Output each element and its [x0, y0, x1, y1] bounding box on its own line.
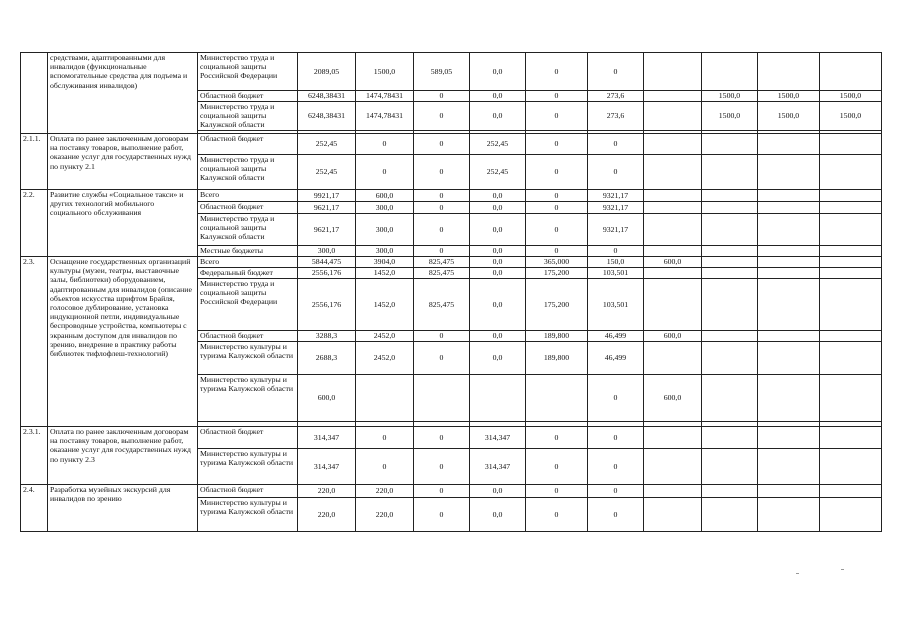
amount-cell — [644, 190, 702, 202]
funding-source: Всего — [198, 257, 298, 268]
amount-cell: 0 — [526, 190, 588, 202]
amount-cell: 175,200 — [526, 268, 588, 279]
amount-cell — [702, 279, 758, 331]
amount-cell: 2688,3 — [298, 342, 356, 375]
amount-cell: 0 — [414, 91, 470, 102]
amount-cell: 1500,0 — [820, 102, 882, 131]
item-code: 2.3.1. — [21, 427, 48, 485]
amount-cell: 0 — [414, 214, 470, 246]
amount-cell: 0 — [414, 342, 470, 375]
amount-cell — [820, 342, 882, 375]
amount-cell: 600,0 — [644, 257, 702, 268]
funding-source: Министерство труда и социальной защиты Российской Федерации — [198, 279, 298, 331]
amount-cell: 189,800 — [526, 342, 588, 375]
amount-cell: 150,0 — [588, 257, 644, 268]
amount-cell: 103,501 — [588, 279, 644, 331]
amount-cell: 9321,17 — [588, 202, 644, 214]
amount-cell — [644, 91, 702, 102]
item-description: Оплата по ранее заключенным договорам на поставку товаров, выполнение работ, оказание услуг для государственных нужд по пункту 2.1 — [48, 134, 198, 190]
amount-cell — [702, 485, 758, 498]
amount-cell — [702, 331, 758, 342]
amount-cell: 0,0 — [470, 342, 526, 375]
amount-cell — [758, 155, 820, 190]
amount-cell — [758, 214, 820, 246]
budget-table-container — [20, 52, 882, 532]
item-code: 2.4. — [21, 485, 48, 532]
amount-cell — [702, 53, 758, 91]
amount-cell: 825,475 — [414, 279, 470, 331]
amount-cell: 300,0 — [298, 246, 356, 257]
amount-cell: 273,6 — [588, 91, 644, 102]
table-row — [21, 53, 882, 91]
amount-cell — [644, 214, 702, 246]
funding-source: Областной бюджет — [198, 91, 298, 102]
amount-cell — [820, 246, 882, 257]
amount-cell: 1500,0 — [356, 53, 414, 91]
amount-cell: 273,6 — [588, 102, 644, 131]
amount-cell — [644, 268, 702, 279]
amount-cell — [820, 53, 882, 91]
amount-cell — [702, 449, 758, 485]
amount-cell: 0 — [588, 246, 644, 257]
amount-cell: 220,0 — [356, 485, 414, 498]
item-description: Оснащение государственных организаций культуры (музеи, театры, выставочные залы, библиотеки) оборудованием, адаптированным для инвалидов (описание объектов искусства шрифтом Брайля, голосовое дублирование, установка индукционной петли, индивидуальные беспроводные устройства, компьютеры с экранным доступом для инвалидов по зрению, внедрение в практику работы библиотек тифлофлеш-технологий) — [48, 257, 198, 427]
amount-cell: 0 — [588, 485, 644, 498]
amount-cell: 0 — [588, 53, 644, 91]
amount-cell: 0,0 — [470, 331, 526, 342]
amount-cell: 0 — [526, 246, 588, 257]
amount-cell — [820, 331, 882, 342]
amount-cell: 3904,0 — [356, 257, 414, 268]
amount-cell: 252,45 — [470, 155, 526, 190]
funding-source: Министерство культуры и туризма Калужской области — [198, 449, 298, 485]
funding-source: Министерство труда и социальной защиты Калужской области — [198, 102, 298, 131]
amount-cell — [758, 134, 820, 155]
funding-source: Федеральный бюджет — [198, 268, 298, 279]
amount-cell: 2556,176 — [298, 279, 356, 331]
amount-cell: 2089,05 — [298, 53, 356, 91]
amount-cell: 0,0 — [470, 268, 526, 279]
amount-cell: 6248,38431 — [298, 91, 356, 102]
funding-source: Всего — [198, 190, 298, 202]
amount-cell: 600,0 — [644, 331, 702, 342]
item-code: 2.1.1. — [21, 134, 48, 190]
amount-cell: 1500,0 — [758, 102, 820, 131]
amount-cell — [702, 246, 758, 257]
amount-cell: 0 — [414, 485, 470, 498]
funding-source: Областной бюджет — [198, 427, 298, 449]
amount-cell — [470, 375, 526, 422]
amount-cell — [702, 375, 758, 422]
amount-cell: 3288,3 — [298, 331, 356, 342]
amount-cell: 0 — [526, 485, 588, 498]
amount-cell: 600,0 — [356, 190, 414, 202]
amount-cell — [702, 214, 758, 246]
budget-table — [20, 52, 882, 532]
funding-source: Министерство труда и социальной защиты Калужской области — [198, 214, 298, 246]
amount-cell — [644, 134, 702, 155]
amount-cell: 0 — [414, 102, 470, 131]
amount-cell: 6248,38431 — [298, 102, 356, 131]
amount-cell: 0 — [526, 498, 588, 532]
amount-cell — [702, 268, 758, 279]
amount-cell — [820, 279, 882, 331]
amount-cell — [644, 202, 702, 214]
amount-cell: 300,0 — [356, 246, 414, 257]
amount-cell — [758, 449, 820, 485]
amount-cell — [758, 498, 820, 532]
amount-cell: 0 — [526, 214, 588, 246]
funding-source: Министерство труда и социальной защиты Калужской области — [198, 155, 298, 190]
amount-cell — [702, 202, 758, 214]
amount-cell — [758, 427, 820, 449]
amount-cell — [820, 485, 882, 498]
amount-cell: 0,0 — [470, 279, 526, 331]
amount-cell — [820, 375, 882, 422]
amount-cell: 5844,475 — [298, 257, 356, 268]
amount-cell — [820, 190, 882, 202]
amount-cell: 1452,0 — [356, 268, 414, 279]
amount-cell — [702, 134, 758, 155]
amount-cell: 0,0 — [470, 246, 526, 257]
amount-cell: 300,0 — [356, 202, 414, 214]
amount-cell — [644, 155, 702, 190]
amount-cell: 0 — [526, 202, 588, 214]
scan-speck — [841, 569, 844, 570]
funding-source: Министерство культуры и туризма Калужской области — [198, 342, 298, 375]
amount-cell: 0,0 — [470, 91, 526, 102]
item-description: средствами, адаптированными для инвалидов (функциональные вспомогательные средства для подъема и обслуживания инвалидов) — [48, 53, 198, 134]
amount-cell: 1452,0 — [356, 279, 414, 331]
amount-cell: 2452,0 — [356, 331, 414, 342]
amount-cell: 0 — [356, 427, 414, 449]
amount-cell — [644, 449, 702, 485]
amount-cell: 220,0 — [298, 485, 356, 498]
amount-cell — [356, 375, 414, 422]
amount-cell — [702, 342, 758, 375]
amount-cell: 0 — [526, 155, 588, 190]
amount-cell — [820, 449, 882, 485]
table-row — [21, 257, 882, 268]
amount-cell: 0 — [414, 155, 470, 190]
amount-cell: 1500,0 — [702, 102, 758, 131]
amount-cell — [644, 53, 702, 91]
table-row — [21, 427, 882, 449]
amount-cell — [758, 202, 820, 214]
amount-cell: 0 — [588, 134, 644, 155]
amount-cell — [644, 102, 702, 131]
amount-cell: 0 — [526, 91, 588, 102]
amount-cell: 0 — [526, 427, 588, 449]
amount-cell — [644, 498, 702, 532]
amount-cell: 0 — [526, 53, 588, 91]
amount-cell: 0 — [414, 331, 470, 342]
amount-cell — [758, 375, 820, 422]
amount-cell: 1474,78431 — [356, 102, 414, 131]
amount-cell: 9921,17 — [298, 190, 356, 202]
amount-cell: 0,0 — [470, 257, 526, 268]
amount-cell: 0,0 — [470, 190, 526, 202]
amount-cell: 0,0 — [470, 102, 526, 131]
amount-cell — [758, 257, 820, 268]
amount-cell: 220,0 — [298, 498, 356, 532]
amount-cell — [820, 268, 882, 279]
amount-cell: 9321,17 — [588, 214, 644, 246]
amount-cell: 9621,17 — [298, 214, 356, 246]
amount-cell: 0 — [588, 155, 644, 190]
amount-cell — [758, 190, 820, 202]
amount-cell: 0 — [414, 246, 470, 257]
amount-cell: 600,0 — [298, 375, 356, 422]
funding-source: Областной бюджет — [198, 134, 298, 155]
item-code: 2.3. — [21, 257, 48, 427]
amount-cell — [758, 331, 820, 342]
amount-cell: 600,0 — [644, 375, 702, 422]
amount-cell: 0 — [588, 449, 644, 485]
amount-cell: 0 — [414, 190, 470, 202]
amount-cell: 365,000 — [526, 257, 588, 268]
amount-cell: 0,0 — [470, 53, 526, 91]
amount-cell: 0 — [414, 449, 470, 485]
amount-cell — [758, 268, 820, 279]
amount-cell: 0 — [414, 202, 470, 214]
amount-cell — [758, 53, 820, 91]
amount-cell: 825,475 — [414, 268, 470, 279]
amount-cell: 0 — [588, 375, 644, 422]
amount-cell — [644, 485, 702, 498]
amount-cell — [820, 134, 882, 155]
amount-cell — [702, 190, 758, 202]
amount-cell — [644, 246, 702, 257]
amount-cell: 2556,176 — [298, 268, 356, 279]
amount-cell: 252,45 — [298, 134, 356, 155]
amount-cell — [820, 257, 882, 268]
amount-cell: 0 — [526, 134, 588, 155]
amount-cell: 189,800 — [526, 331, 588, 342]
funding-source: Местные бюджеты — [198, 246, 298, 257]
amount-cell — [820, 202, 882, 214]
amount-cell: 0 — [414, 427, 470, 449]
amount-cell — [758, 485, 820, 498]
item-description: Оплата по ранее заключенным договорам на поставку товаров, выполнение работ, оказание услуг для государственных нужд по пункту 2.3 — [48, 427, 198, 485]
amount-cell: 0,0 — [470, 498, 526, 532]
amount-cell: 0 — [356, 134, 414, 155]
table-row — [21, 134, 882, 155]
amount-cell: 1500,0 — [758, 91, 820, 102]
amount-cell: 1474,78431 — [356, 91, 414, 102]
amount-cell: 1500,0 — [820, 91, 882, 102]
amount-cell: 9321,17 — [588, 190, 644, 202]
amount-cell — [820, 155, 882, 190]
amount-cell: 0 — [526, 449, 588, 485]
amount-cell: 0 — [588, 498, 644, 532]
amount-cell: 314,347 — [298, 449, 356, 485]
amount-cell — [702, 498, 758, 532]
amount-cell: 103,501 — [588, 268, 644, 279]
amount-cell: 314,347 — [298, 427, 356, 449]
amount-cell — [758, 246, 820, 257]
amount-cell — [414, 375, 470, 422]
amount-cell: 314,347 — [470, 427, 526, 449]
amount-cell: 252,45 — [298, 155, 356, 190]
funding-source: Областной бюджет — [198, 485, 298, 498]
amount-cell: 0,0 — [470, 485, 526, 498]
amount-cell — [820, 427, 882, 449]
budget-table-body — [21, 53, 882, 532]
amount-cell: 220,0 — [356, 498, 414, 532]
amount-cell: 0,0 — [470, 202, 526, 214]
amount-cell: 46,499 — [588, 331, 644, 342]
amount-cell: 0 — [356, 155, 414, 190]
amount-cell: 9621,17 — [298, 202, 356, 214]
funding-source: Министерство труда и социальной защиты Российской Федерации — [198, 53, 298, 91]
amount-cell — [758, 279, 820, 331]
amount-cell — [820, 214, 882, 246]
amount-cell: 1500,0 — [702, 91, 758, 102]
funding-source: Областной бюджет — [198, 202, 298, 214]
amount-cell: 0,0 — [470, 214, 526, 246]
amount-cell: 0 — [414, 498, 470, 532]
amount-cell — [644, 279, 702, 331]
amount-cell: 0 — [356, 449, 414, 485]
table-row — [21, 190, 882, 202]
amount-cell — [758, 342, 820, 375]
amount-cell: 0 — [588, 427, 644, 449]
amount-cell: 314,347 — [470, 449, 526, 485]
item-code: 2.2. — [21, 190, 48, 257]
amount-cell: 2452,0 — [356, 342, 414, 375]
amount-cell — [702, 257, 758, 268]
amount-cell: 175,200 — [526, 279, 588, 331]
amount-cell — [644, 342, 702, 375]
table-row — [21, 485, 882, 498]
funding-source: Министерство культуры и туризма Калужской области — [198, 375, 298, 422]
amount-cell: 300,0 — [356, 214, 414, 246]
item-description: Разработка музейных экскурсий для инвалидов по зрению — [48, 485, 198, 532]
amount-cell — [702, 155, 758, 190]
amount-cell: 252,45 — [470, 134, 526, 155]
amount-cell — [526, 375, 588, 422]
amount-cell — [644, 427, 702, 449]
amount-cell: 46,499 — [588, 342, 644, 375]
amount-cell: 825,475 — [414, 257, 470, 268]
amount-cell: 0 — [414, 134, 470, 155]
amount-cell: 589,05 — [414, 53, 470, 91]
funding-source: Областной бюджет — [198, 331, 298, 342]
amount-cell: 0 — [526, 102, 588, 131]
scan-speck — [796, 573, 799, 574]
item-description: Развитие службы «Социальное такси» и других технологий мобильного социального обслуживания — [48, 190, 198, 257]
funding-source: Министерство культуры и туризма Калужской области — [198, 498, 298, 532]
amount-cell — [820, 498, 882, 532]
amount-cell — [702, 427, 758, 449]
item-code — [21, 53, 48, 134]
